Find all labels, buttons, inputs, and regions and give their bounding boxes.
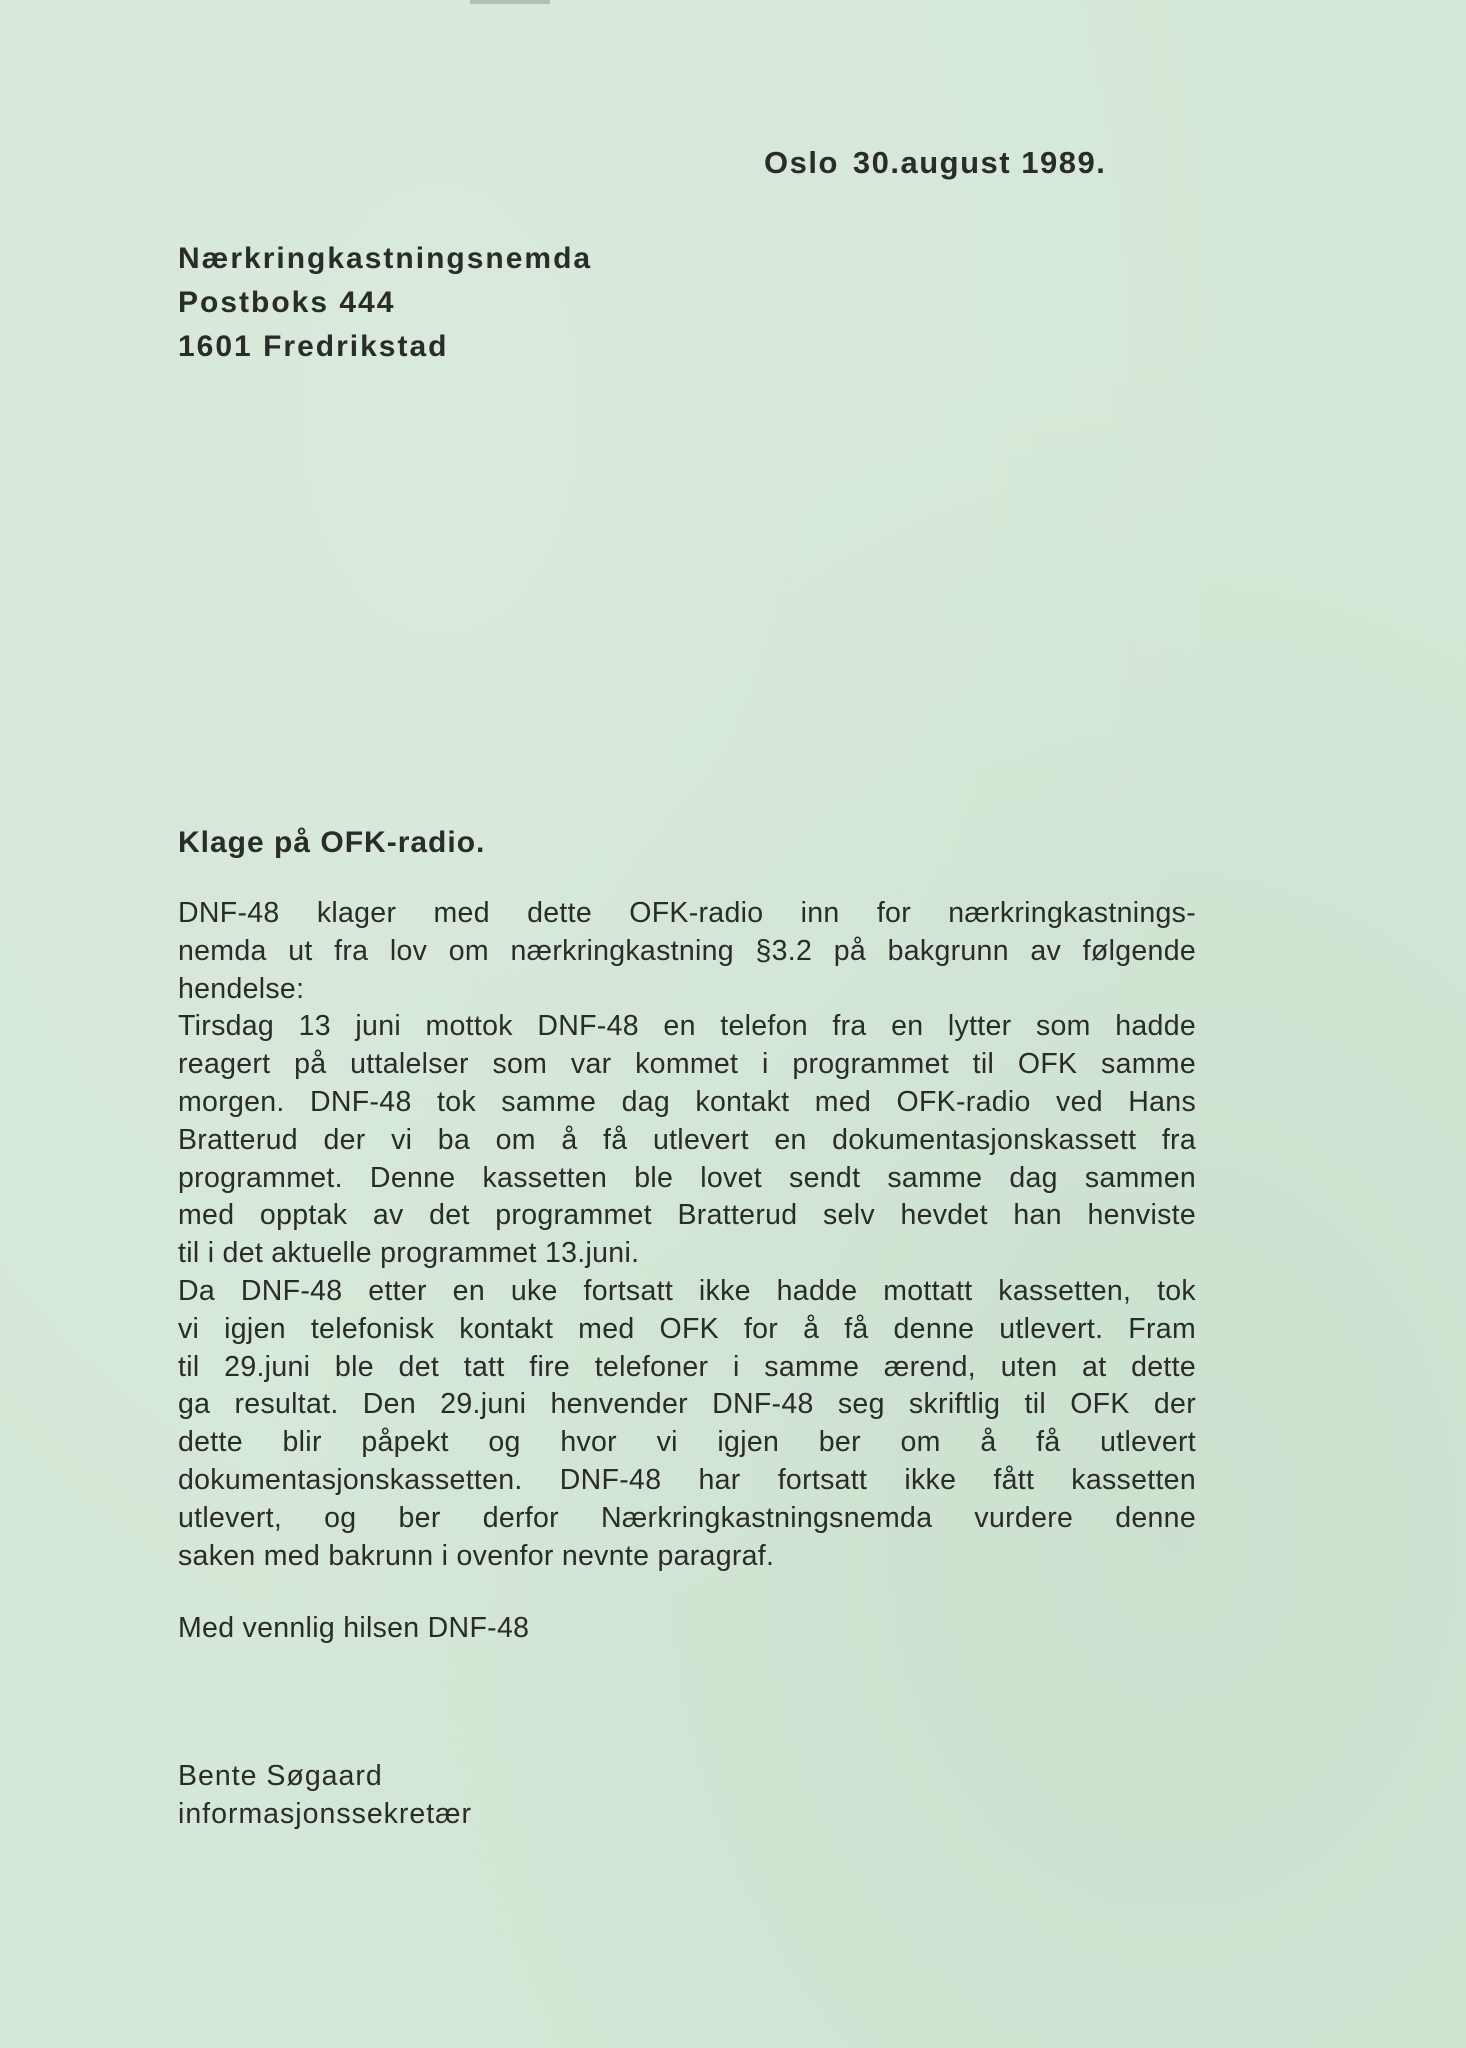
body-line: dokumentasjonskassetten. DNF-48 har fortsatt ikke fått kassetten: [178, 1463, 1196, 1496]
body-line: nemda ut fra lov om nærkringkastning §3.2 på bakgrunn av følgende: [178, 934, 1196, 967]
date-value: 30.august 1989.: [852, 145, 1107, 180]
body-line: utlevert, og ber derfor Nærkringkastningsnemda vurdere denne: [178, 1501, 1196, 1534]
body-line: dette blir påpekt og hvor vi igjen ber om å få utlevert: [178, 1426, 1196, 1459]
body-line: Da DNF-48 etter en uke fortsatt ikke hadde mottatt kassetten, tok: [178, 1274, 1196, 1307]
body-line: med opptak av det programmet Bratterud selv hevdet han henviste: [178, 1199, 1196, 1232]
body-line: morgen. DNF-48 tok samme dag kontakt med OFK-radio ved Hans: [178, 1085, 1196, 1118]
scan-edge-mark: [470, 0, 550, 4]
letter-closing: Med vennlig hilsen DNF-48: [178, 1612, 530, 1644]
letter-body: [178, 895, 1196, 1575]
body-line: vi igjen telefonisk kontakt med OFK for å få denne utlevert. Fram: [178, 1312, 1196, 1345]
body-line: ga resultat. Den 29.juni henvender DNF-48 seg skriftlig til OFK der: [178, 1388, 1196, 1421]
body-line: hendelse:: [178, 972, 305, 1005]
letter-subject: Klage på OFK-radio.: [178, 826, 486, 859]
body-line: til 29.juni ble det tatt fire telefoner i samme ærend, uten at dette: [178, 1350, 1196, 1383]
body-line: Tirsdag 13 juni mottok DNF-48 en telefon fra en lytter som hadde: [178, 1010, 1196, 1043]
recipient-postbox: Postboks 444: [178, 286, 396, 319]
signature-block: [178, 1757, 472, 1833]
recipient-name: Nærkringkastningsnemda: [178, 242, 593, 275]
recipient-postal-city: 1601 Fredrikstad: [178, 330, 449, 363]
date-place: Oslo: [764, 145, 839, 180]
body-line: reagert på uttalelser som var kommet i programmet til OFK samme: [178, 1048, 1196, 1081]
body-line: DNF-48 klager med dette OFK-radio inn for nærkringkastnings-: [178, 897, 1196, 929]
recipient-address: [178, 237, 592, 369]
signer-name: Bente Søgaard: [178, 1760, 383, 1792]
body-line: Bratterud der vi ba om å få utlevert en dokumentasjonskassett fra: [178, 1123, 1196, 1156]
letter-date: [764, 145, 1106, 181]
body-line: saken med bakrunn i ovenfor nevnte paragraf.: [178, 1539, 775, 1572]
body-line: programmet. Denne kassetten ble lovet sendt samme dag sammen: [178, 1161, 1196, 1194]
body-line: til i det aktuelle programmet 13.juni.: [178, 1237, 640, 1270]
signer-title: informasjonssekretær: [178, 1798, 473, 1830]
